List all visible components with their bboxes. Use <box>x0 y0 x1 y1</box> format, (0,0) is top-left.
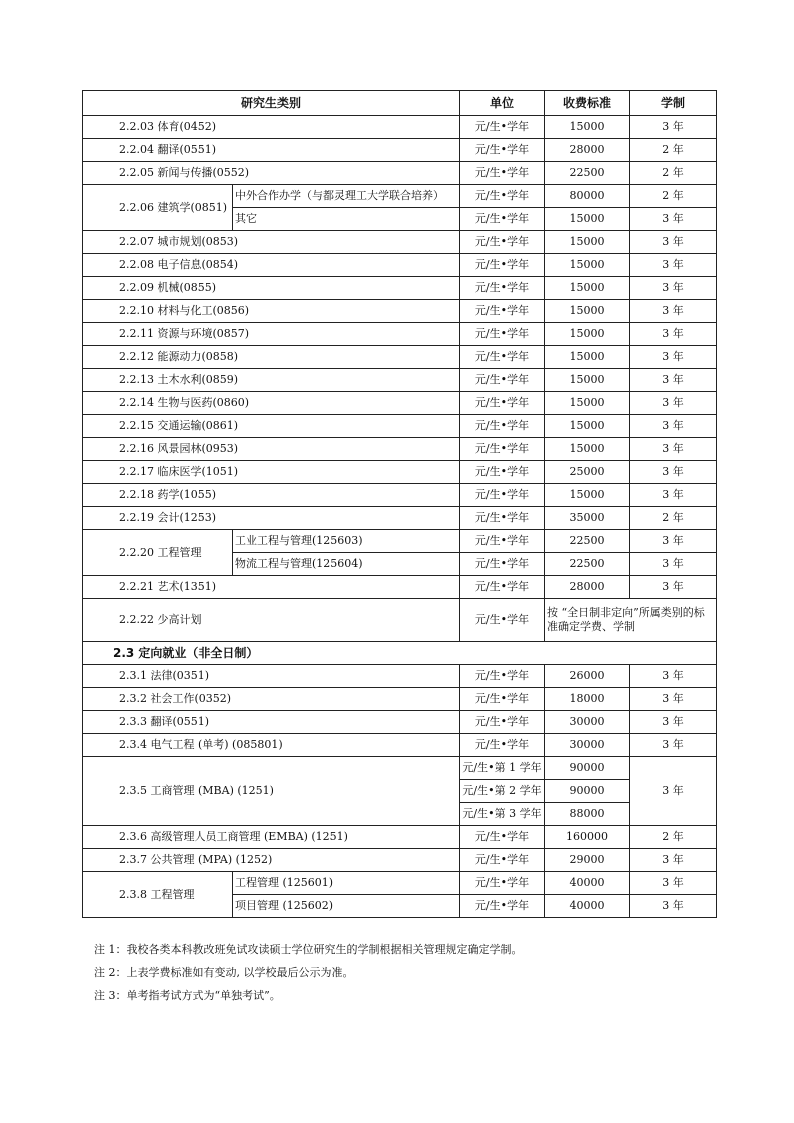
table-row <box>83 688 717 711</box>
years-cell: 3 年 <box>630 415 717 438</box>
table-row <box>83 392 717 415</box>
unit-cell: 元/生•学年 <box>460 734 545 757</box>
years-cell: 3 年 <box>630 734 717 757</box>
unit-cell: 元/生•学年 <box>460 277 545 300</box>
fee-cell: 28000 <box>545 576 630 599</box>
unit-cell: 元/生•学年 <box>460 507 545 530</box>
fee-cell: 22500 <box>545 162 630 185</box>
program-name: 2.2.22 少高计划 <box>83 599 460 642</box>
table-row <box>83 576 717 599</box>
unit-cell: 元/生•学年 <box>460 208 545 231</box>
program-name: 2.2.10 材料与化工(0856) <box>83 300 460 323</box>
table-row <box>83 139 717 162</box>
unit-cell: 元/生•学年 <box>460 688 545 711</box>
program-name: 2.2.14 生物与医药(0860) <box>83 392 460 415</box>
years-cell: 3 年 <box>630 231 717 254</box>
fee-cell: 90000 <box>545 757 630 780</box>
program-name: 2.2.20 工程管理 <box>83 530 233 576</box>
program-name: 2.3.8 工程管理 <box>83 872 233 918</box>
unit-cell: 元/生•学年 <box>460 139 545 162</box>
unit-cell: 元/生•学年 <box>460 826 545 849</box>
table-row <box>83 461 717 484</box>
unit-cell: 元/生•学年 <box>460 484 545 507</box>
table-row <box>83 734 717 757</box>
unit-cell: 元/生•学年 <box>460 530 545 553</box>
header-fee: 收费标准 <box>545 91 630 116</box>
table-row <box>83 185 717 208</box>
years-cell: 3 年 <box>630 530 717 553</box>
program-name: 2.2.19 会计(1253) <box>83 507 460 530</box>
sub-program: 项目管理 (125602) <box>233 895 460 918</box>
unit-cell: 元/生•学年 <box>460 392 545 415</box>
fee-cell: 80000 <box>545 185 630 208</box>
fee-cell: 22500 <box>545 553 630 576</box>
years-cell: 3 年 <box>630 277 717 300</box>
program-name: 2.3.3 翻译(0551) <box>83 711 460 734</box>
fee-cell: 88000 <box>545 803 630 826</box>
fee-cell: 22500 <box>545 530 630 553</box>
header-unit: 单位 <box>460 91 545 116</box>
table-row <box>83 872 717 895</box>
unit-cell: 元/生•学年 <box>460 162 545 185</box>
unit-cell: 元/生•学年 <box>460 231 545 254</box>
fee-cell: 18000 <box>545 688 630 711</box>
fee-cell: 15000 <box>545 484 630 507</box>
footnote-1: 注 1：我校各类本科教改班免试攻读硕士学位研究生的学制根据相关管理规定确定学制。 <box>94 943 523 956</box>
table-row <box>83 484 717 507</box>
years-cell: 3 年 <box>630 300 717 323</box>
program-name: 2.3.5 工商管理 (MBA) (1251) <box>83 757 460 826</box>
program-name: 2.2.08 电子信息(0854) <box>83 254 460 277</box>
table-row <box>83 507 717 530</box>
fee-table <box>82 90 717 918</box>
table-row <box>83 530 717 553</box>
fee-cell: 25000 <box>545 461 630 484</box>
years-cell: 2 年 <box>630 162 717 185</box>
years-cell: 3 年 <box>630 711 717 734</box>
years-cell: 3 年 <box>630 438 717 461</box>
table-row <box>83 254 717 277</box>
unit-cell: 元/生•第 2 学年 <box>460 780 545 803</box>
program-name: 2.3.6 高级管理人员工商管理 (EMBA) (1251) <box>83 826 460 849</box>
sub-program: 工业工程与管理(125603) <box>233 530 460 553</box>
fee-cell: 15000 <box>545 415 630 438</box>
years-cell: 3 年 <box>630 665 717 688</box>
table-row <box>83 323 717 346</box>
footnote-2: 注 2：上表学费标准如有变动, 以学校最后公示为准。 <box>94 966 354 979</box>
years-cell: 3 年 <box>630 346 717 369</box>
table-row <box>83 415 717 438</box>
unit-cell: 元/生•学年 <box>460 461 545 484</box>
table-row <box>83 826 717 849</box>
years-cell: 3 年 <box>630 392 717 415</box>
program-name: 2.3.1 法律(0351) <box>83 665 460 688</box>
section-title: 2.3 定向就业（非全日制） <box>83 642 717 665</box>
fee-cell: 40000 <box>545 895 630 918</box>
program-name: 2.2.05 新闻与传播(0552) <box>83 162 460 185</box>
program-name: 2.2.21 艺术(1351) <box>83 576 460 599</box>
fee-cell: 15000 <box>545 277 630 300</box>
program-name: 2.2.03 体育(0452) <box>83 116 460 139</box>
table-row <box>83 346 717 369</box>
fee-cell: 90000 <box>545 780 630 803</box>
unit-cell: 元/生•学年 <box>460 599 545 642</box>
years-cell: 3 年 <box>630 369 717 392</box>
fee-cell: 40000 <box>545 872 630 895</box>
fee-cell: 15000 <box>545 438 630 461</box>
table-row <box>83 231 717 254</box>
fee-cell: 15000 <box>545 116 630 139</box>
years-cell: 3 年 <box>630 553 717 576</box>
table-row <box>83 757 717 780</box>
header-years: 学制 <box>630 91 717 116</box>
unit-cell: 元/生•学年 <box>460 872 545 895</box>
sub-program: 中外合作办学（与都灵理工大学联合培养） <box>233 185 460 208</box>
unit-cell: 元/生•学年 <box>460 438 545 461</box>
fee-cell: 30000 <box>545 734 630 757</box>
years-cell: 3 年 <box>630 576 717 599</box>
program-name: 2.3.2 社会工作(0352) <box>83 688 460 711</box>
years-cell: 3 年 <box>630 484 717 507</box>
years-cell: 2 年 <box>630 185 717 208</box>
unit-cell: 元/生•第 1 学年 <box>460 757 545 780</box>
unit-cell: 元/生•学年 <box>460 849 545 872</box>
program-name: 2.2.16 风景园林(0953) <box>83 438 460 461</box>
sub-program: 物流工程与管理(125604) <box>233 553 460 576</box>
unit-cell: 元/生•学年 <box>460 300 545 323</box>
unit-cell: 元/生•学年 <box>460 415 545 438</box>
table-row <box>83 369 717 392</box>
table-row <box>83 277 717 300</box>
table-row <box>83 711 717 734</box>
header-category: 研究生类别 <box>83 91 460 116</box>
years-cell: 3 年 <box>630 872 717 895</box>
unit-cell: 元/生•学年 <box>460 185 545 208</box>
fee-cell: 160000 <box>545 826 630 849</box>
fee-cell: 15000 <box>545 254 630 277</box>
program-name: 2.2.07 城市规划(0853) <box>83 231 460 254</box>
header-row <box>83 91 717 116</box>
fee-cell: 15000 <box>545 231 630 254</box>
fee-cell: 15000 <box>545 323 630 346</box>
years-cell: 3 年 <box>630 323 717 346</box>
fee-cell: 15000 <box>545 346 630 369</box>
years-cell: 3 年 <box>630 688 717 711</box>
unit-cell: 元/生•学年 <box>460 323 545 346</box>
fee-cell: 15000 <box>545 208 630 231</box>
years-cell: 2 年 <box>630 139 717 162</box>
years-cell: 3 年 <box>630 254 717 277</box>
years-cell: 3 年 <box>630 849 717 872</box>
fee-cell: 35000 <box>545 507 630 530</box>
table-row <box>83 300 717 323</box>
fee-cell: 26000 <box>545 665 630 688</box>
years-cell: 2 年 <box>630 826 717 849</box>
unit-cell: 元/生•学年 <box>460 665 545 688</box>
years-cell: 2 年 <box>630 507 717 530</box>
program-name: 2.2.11 资源与环境(0857) <box>83 323 460 346</box>
unit-cell: 元/生•学年 <box>460 116 545 139</box>
unit-cell: 元/生•学年 <box>460 895 545 918</box>
years-cell: 3 年 <box>630 757 717 826</box>
years-cell: 3 年 <box>630 116 717 139</box>
fee-cell: 15000 <box>545 300 630 323</box>
program-name: 2.2.04 翻译(0551) <box>83 139 460 162</box>
fee-cell: 30000 <box>545 711 630 734</box>
years-cell: 3 年 <box>630 461 717 484</box>
unit-cell: 元/生•学年 <box>460 711 545 734</box>
table-row <box>83 162 717 185</box>
unit-cell: 元/生•学年 <box>460 553 545 576</box>
note-cell: 按 “全日制非定向”所属类别的标准确定学费、学制 <box>545 599 717 642</box>
unit-cell: 元/生•学年 <box>460 254 545 277</box>
table-row <box>83 849 717 872</box>
program-name: 2.2.17 临床医学(1051) <box>83 461 460 484</box>
fee-cell: 15000 <box>545 369 630 392</box>
program-name: 2.2.18 药学(1055) <box>83 484 460 507</box>
fee-cell: 15000 <box>545 392 630 415</box>
program-name: 2.2.13 土木水利(0859) <box>83 369 460 392</box>
unit-cell: 元/生•学年 <box>460 346 545 369</box>
program-name: 2.3.4 电气工程 (单考) (085801) <box>83 734 460 757</box>
unit-cell: 元/生•第 3 学年 <box>460 803 545 826</box>
table-row <box>83 665 717 688</box>
program-name: 2.2.06 建筑学(0851) <box>83 185 233 231</box>
unit-cell: 元/生•学年 <box>460 369 545 392</box>
fee-cell: 28000 <box>545 139 630 162</box>
fee-cell: 29000 <box>545 849 630 872</box>
program-name: 2.3.7 公共管理 (MPA) (1252) <box>83 849 460 872</box>
years-cell: 3 年 <box>630 208 717 231</box>
unit-cell: 元/生•学年 <box>460 576 545 599</box>
table-row <box>83 116 717 139</box>
section-row <box>83 642 717 665</box>
footnotes <box>94 938 523 1007</box>
program-name: 2.2.09 机械(0855) <box>83 277 460 300</box>
years-cell: 3 年 <box>630 895 717 918</box>
table-row <box>83 599 717 642</box>
sub-program: 工程管理 (125601) <box>233 872 460 895</box>
sub-program: 其它 <box>233 208 460 231</box>
footnote-3: 注 3：单考指考试方式为“单独考试”。 <box>94 989 281 1002</box>
table-row <box>83 438 717 461</box>
program-name: 2.2.15 交通运输(0861) <box>83 415 460 438</box>
program-name: 2.2.12 能源动力(0858) <box>83 346 460 369</box>
